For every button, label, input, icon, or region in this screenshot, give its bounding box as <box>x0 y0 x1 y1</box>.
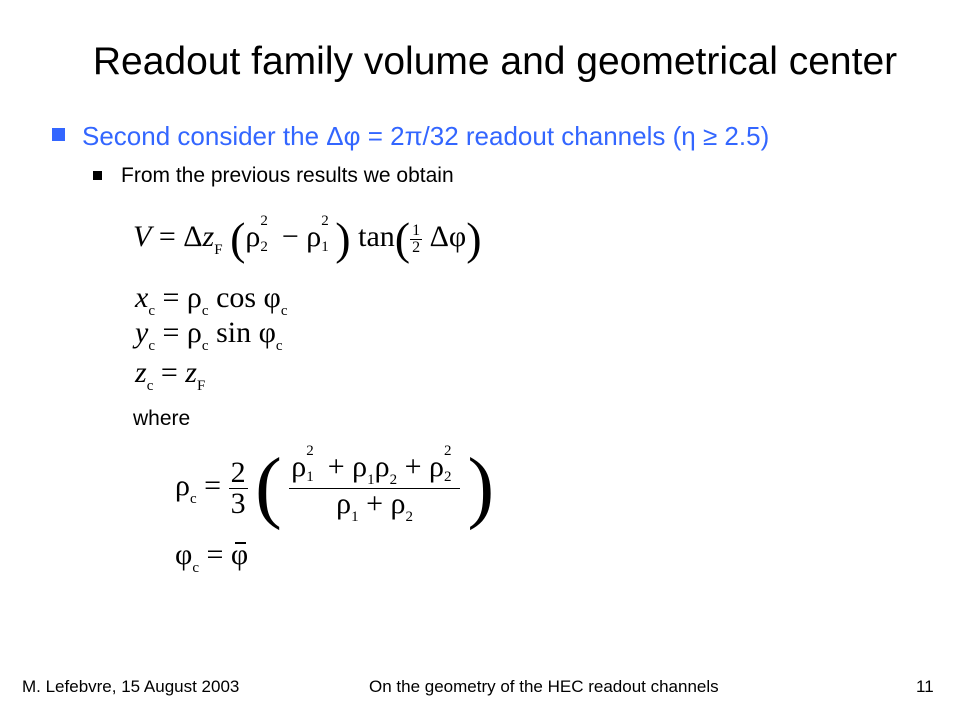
bullet-square-icon <box>52 128 65 141</box>
sub-bullet-square-icon <box>93 171 102 180</box>
equation-rho-c: $\rho_c$ = $\frac{2}{3}$ ( ρ 2 1 + $\rho_1\rho_2 + \rho$ 2 2 $\rho_1 + \rho_2$ ) <box>175 442 495 531</box>
bullet-1-text: Second consider the Δφ = 2π/32 readout channels (η ≥ 2.5) <box>82 121 770 151</box>
slide-title: Readout family volume and geometrical center <box>92 40 898 83</box>
equation-volume: $V = \Delta z_F$ (ρ 2 2 − ρ 2 1 ) tan( $\frac{1}{2}$ Δφ) <box>133 213 482 264</box>
equation-zc: $z_c = z_F$ <box>135 356 206 394</box>
footer-topic: On the geometry of the HEC readout channels <box>369 677 719 696</box>
where-label: where <box>133 407 191 430</box>
equation-xc: $x_c = \rho_c$ $\cos \varphi_c$ <box>135 281 288 319</box>
bullet-2-text: From the previous results we obtain <box>121 164 454 187</box>
footer-author-date: M. Lefebvre, 15 August 2003 <box>22 677 240 696</box>
equation-phi-c: $\varphi_c = \varphi$ <box>175 538 249 576</box>
footer-page-number: 11 <box>916 677 934 696</box>
equation-yc: $y_c = \rho_c$ $\sin \varphi_c$ <box>135 316 283 354</box>
